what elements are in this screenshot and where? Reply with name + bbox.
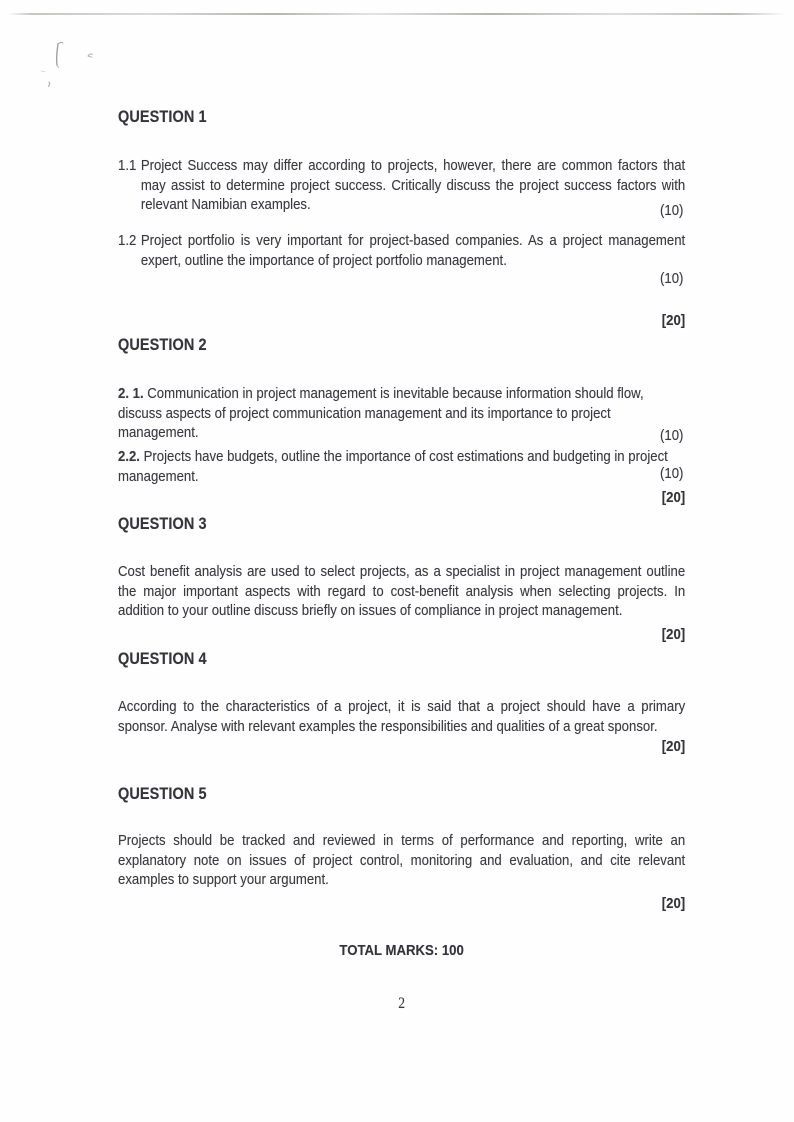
question-4-body: According to the characteristics of a project, it is said that a project should have a primary sponsor. Analyse with relevant examples the responsibilities and qualities of a great sponsor. (118, 698, 686, 735)
question-5-heading: QUESTION 5 (118, 785, 207, 803)
question-2-item-1-marks: (10) (660, 427, 684, 444)
question-1-heading: QUESTION 1 (118, 108, 207, 126)
question-1-total-marks: [20] (661, 312, 686, 329)
question-2-item-2-marks: (10) (660, 465, 684, 482)
question-1-item-1 (118, 156, 685, 215)
question-4-total-marks: [20] (661, 738, 686, 755)
question-2-heading: QUESTION 2 (118, 336, 207, 354)
question-3-total-marks: [20] (661, 626, 686, 643)
question-1-item-2-marks: (10) (660, 270, 684, 287)
question-1-item-2-text: Project portfolio is very important for project-based companies. As a project management expert, outline the importance of project portfolio management. (140, 232, 686, 269)
question-1-item-2 (118, 231, 685, 270)
question-1-item-2-number: 1.2 (118, 232, 137, 249)
pen-scratch-artifact (36, 40, 106, 92)
question-3-body: Cost benefit analysis are used to select projects, as a specialist in project management outline the major important aspects with regard to cost-benefit analysis when selecting projects. In addition to your outline discuss briefly on issues of compliance in project management. (118, 563, 686, 620)
page-number: 2 (398, 995, 405, 1012)
question-2-item-2-text: Projects have budgets, outline the importance of cost estimations and budgeting in project management. (118, 448, 668, 485)
question-2-item-2-number: 2.2. (118, 448, 144, 465)
question-3-heading: QUESTION 3 (118, 515, 207, 533)
question-5-total-marks: [20] (661, 895, 686, 912)
question-2-item-2 (118, 447, 685, 486)
question-2-item-1-text: Communication in project management is inevitable because information should flow, discuss aspects of project communication management and its importance to project management. (118, 385, 644, 442)
question-4-heading: QUESTION 4 (118, 650, 207, 668)
document-body (118, 0, 685, 1122)
question-1-item-1-number: 1.1 (118, 157, 137, 174)
question-2-item-1 (118, 384, 685, 443)
question-2-item-1-number: 2. 1. (118, 385, 148, 402)
question-5-body: Projects should be tracked and reviewed in terms of performance and reporting, write an explanatory note on issues of project control, monitoring and evaluation, and cite relevant examples to support your argument. (118, 832, 686, 889)
question-2-total-marks: [20] (661, 489, 686, 506)
question-1-item-1-text: Project Success may differ according to projects, however, there are common factors that may assist to determine project success. Critically discuss the project success factors with relevant Namibian examples. (140, 157, 686, 214)
total-marks-line: TOTAL MARKS: 100 (339, 942, 464, 959)
question-1-item-1-marks: (10) (660, 202, 684, 219)
